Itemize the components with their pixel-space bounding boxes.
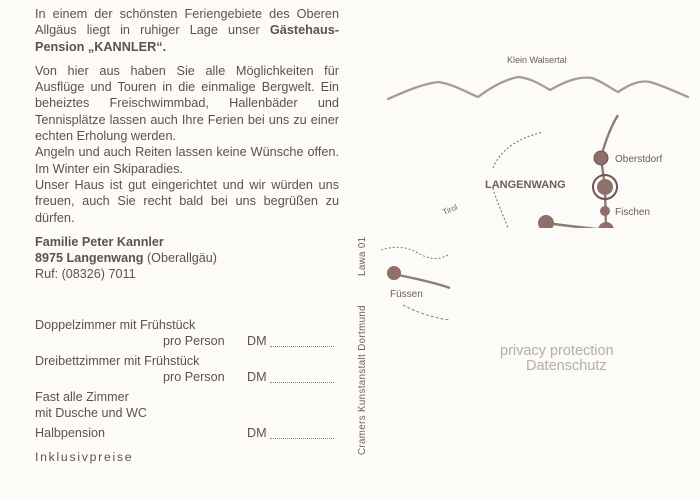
contact-block — [35, 234, 339, 282]
town-fischen-icon — [600, 206, 610, 216]
price-row-halfboard — [35, 426, 339, 442]
double-room-label: Doppelzimmer mit Frühstück — [35, 318, 196, 332]
almost-all-rooms: Fast alle Zimmer — [35, 390, 129, 404]
dm-label: DM — [247, 426, 267, 440]
intro-text: In einem der schönsten Feriengebiete des Oberen Allgäus liegt in ruhiger Lage unser — [35, 7, 339, 38]
town-oberstdorf-icon — [594, 151, 608, 165]
region: (Oberallgäu) — [146, 250, 217, 265]
map-label-fischen: Fischen — [615, 207, 651, 218]
zip-city: 8975 Langenwang — [35, 250, 144, 265]
per-person-label: pro Person — [163, 334, 225, 348]
address-line — [35, 250, 339, 266]
price-list — [35, 318, 339, 466]
imprint-vertical — [357, 236, 368, 455]
publisher: Cramers Kunstanstalt Dortmund — [357, 305, 368, 455]
price-row-triple-person — [35, 370, 339, 386]
inclusive-note — [35, 450, 339, 466]
shower-note-row — [35, 406, 339, 422]
town-langenwang-icon — [597, 179, 613, 195]
family-name: Familie Peter Kannler — [35, 234, 164, 249]
rooms-note-row — [35, 390, 339, 406]
activities-paragraph: Angeln und auch Reiten lassen keine Wünsche offen. Im Winter ein Skiparadies. — [35, 145, 339, 176]
price-row-double — [35, 318, 339, 334]
town-fuessen-icon — [387, 266, 401, 280]
price-row-triple — [35, 354, 339, 370]
price-blank-line — [270, 382, 334, 383]
map-label-klein-walsertal: Klein Walsertal — [507, 55, 567, 65]
price-row-double-person — [35, 334, 339, 350]
map-label-oberstdorf: Oberstdorf — [615, 154, 663, 165]
map-label-tirol: Tirol — [441, 202, 459, 217]
dm-label: DM — [247, 370, 267, 384]
per-person-label: pro Person — [163, 370, 225, 384]
privacy-watermark — [500, 344, 614, 374]
triple-room-label: Dreibettzimmer mit Frühstück — [35, 354, 200, 368]
price-blank-line — [270, 438, 334, 439]
map-label-fuessen: Füssen — [390, 289, 423, 300]
mountain-range-icon — [388, 77, 688, 99]
intro-paragraph — [35, 6, 339, 55]
watermark-line-1: privacy protection — [500, 343, 614, 359]
map-label-langenwang: LANGENWANG — [485, 179, 566, 191]
offer-paragraph: Von hier aus haben Sie alle Möglichkeiten für Ausflüge und Touren in die einmalige Bergwelt. Ein beheiztes Freischwimmbad, Hallenbäder und Tennisplätze lassen auch Ihre Ferien bei uns zu einer echten Erholung werden. — [35, 63, 339, 144]
description-column — [35, 6, 339, 282]
dm-label: DM — [247, 334, 267, 348]
watermark-line-2: Datenschutz — [526, 358, 607, 374]
guesthouse-name: Gästehaus-Pension „KANNLER“. — [35, 23, 340, 54]
phone: Ruf: (08326) 7011 — [35, 266, 136, 281]
half-board-label: Halbpension — [35, 426, 106, 440]
with-shower: mit Dusche und WC — [35, 406, 147, 420]
cutout-strip — [378, 230, 450, 240]
house-paragraph: Unser Haus ist gut eingerichtet und wir würden uns freuen, auch Sie recht bald bei uns begrüßen zu dürfen. — [35, 177, 339, 225]
print-code: Lawa 01 — [357, 236, 368, 276]
price-blank-line — [270, 346, 334, 347]
inclusive-prices: Inklusivpreise — [35, 450, 134, 464]
